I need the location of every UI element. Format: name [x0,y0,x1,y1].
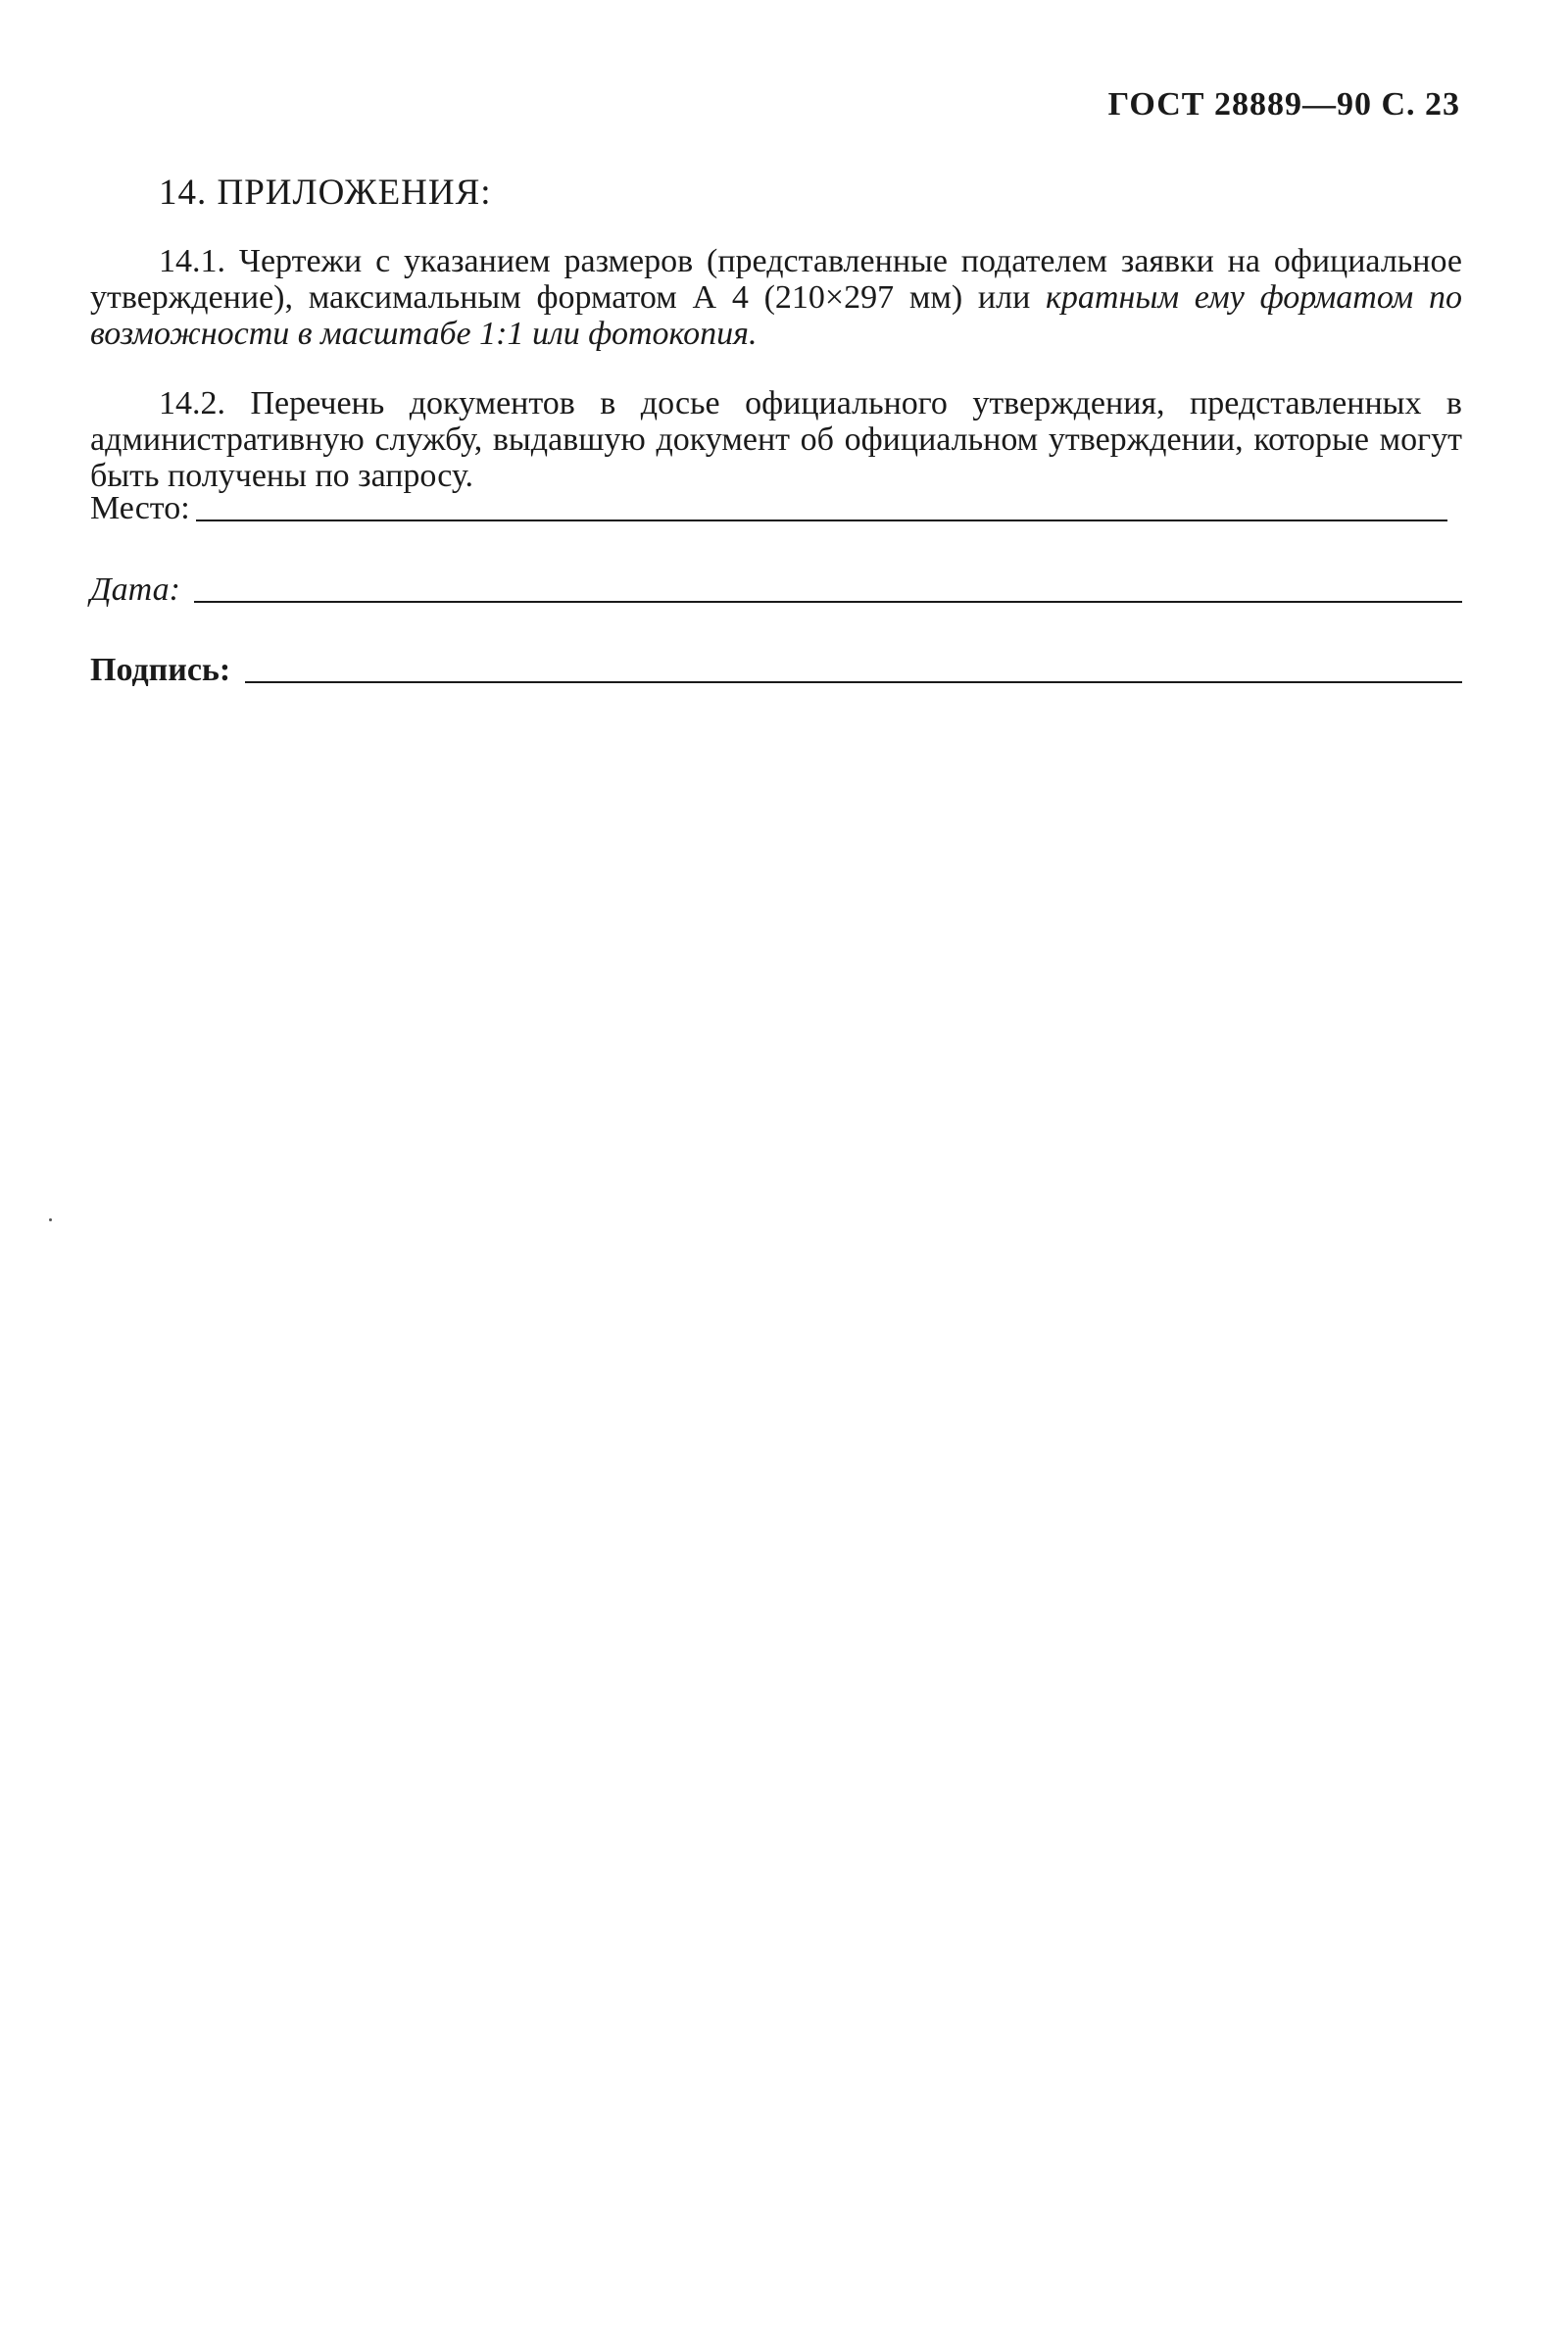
signature-blank-line[interactable] [245,681,1462,683]
paragraph-14-1-text: 14.1. Чертежи с указанием размеров (представленные подателем заявки на официальное утверждение), максимальным форматом А 4 (210×297 мм) или [90,243,1462,316]
date-label: Дата: [90,571,189,608]
place-blank-line[interactable] [196,520,1447,521]
place-label: Место: [90,490,190,526]
paragraph-14-2 [90,385,1462,494]
paragraph-14-2-text: 14.2. Перечень документов в досье официального утверждения, представленных в административную службу, выдавшую документ об официальном утверждении, которые могут быть получены по запросу. [90,385,1462,494]
date-blank-line[interactable] [194,601,1462,603]
signature-field [90,654,1462,687]
paragraph-14-1-italic-text: кратным ему форматом по возможности в масштабе 1:1 или фотокопия. [90,279,1462,352]
place-field [90,492,1447,525]
page-header: ГОСТ 28889—90 С. 23 [1107,86,1460,123]
paragraph-14-1 [90,243,1462,352]
scan-speck [49,1218,52,1221]
date-field [90,573,1462,607]
section-title: 14. ПРИЛОЖЕНИЯ: [159,173,492,213]
signature-label: Подпись: [90,652,239,688]
